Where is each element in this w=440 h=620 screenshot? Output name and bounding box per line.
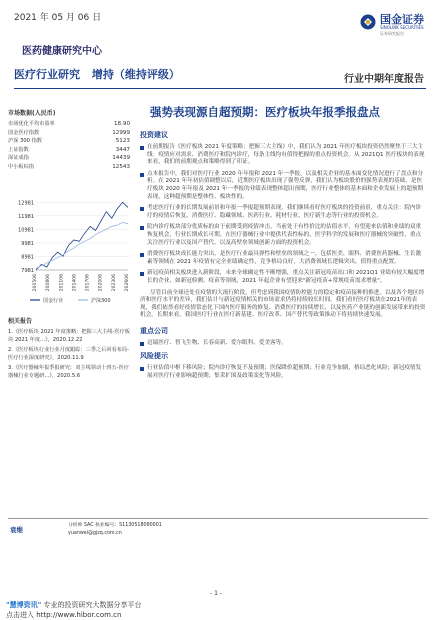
logo-slogan: 证券研究报告 xyxy=(380,31,404,36)
bullet-item xyxy=(140,205,426,220)
report-title: 强势表现源自超预期：医疗板块年报季报盘点 xyxy=(150,105,380,119)
summary-paragraph: 尽管目前全球还处在疫情的大流行阶段，但考虑到我国疫情防控能力的稳定和疫苗接种的推进，以及各个地区经济和医疗水平的差异，我们估计与新冠疫情相关的市场需求仍将持续较长时间。我们看好医疗板块在2021年的表现，我们依然看好疫情常态化下国内医疗服务的修复、消费医疗的持续增长、以及医药产业链的创新发展带来的投资机会。长期来看，我国医疗行业在医疗新基建、医疗改革、国产替代等政策推动下将持续快速发展。 xyxy=(140,289,426,319)
bullet-square-icon xyxy=(140,146,144,150)
bullet-item xyxy=(140,365,426,380)
bullet-item xyxy=(140,224,426,247)
market-data-row xyxy=(8,163,130,172)
bullet-square-icon xyxy=(140,207,144,211)
bullet-square-icon xyxy=(140,226,144,230)
bullet-square-icon xyxy=(140,367,144,371)
section-invest-heading: 投资建议 xyxy=(140,131,168,139)
market-data-value: 12543 xyxy=(112,163,130,170)
market-data-label: 深证成指 xyxy=(8,155,29,161)
series-line xyxy=(36,202,128,270)
key-companies-text: 迈瑞医疗、智飞生物、长春高新、爱尔眼科、爱美客等。 xyxy=(147,339,287,346)
analyst-line: 分析师 SAC 执业编号：S1130518080001 xyxy=(68,523,162,528)
bullet-text: 考虑医疗行业的长期发展前景和年报一季报超预期表现，我们继续看好医疗板块的投资前景，重点关注：院内诊疗的疫情后恢复、消费医疗、隐藏领域、医药行业、耗材行业、医疗新生态等行业的投资机会。 xyxy=(147,205,422,219)
x-tick-label: 201406 xyxy=(72,274,78,292)
footer-link[interactable]: 点击进入 http://www.hibor.com.cn xyxy=(6,611,122,619)
footer-brand-line xyxy=(6,600,142,610)
logo-name: 国金证券 xyxy=(380,13,424,26)
bullet-text: 新冠疫苗相关板块进入新阶段，未来全球确定性不断增强，重点关注新冠疫苗出口和 2021Q1 业绩有较大幅度增长的企业，如新冠检测、疫苗等领域，2021 年起企业有望迎来"新冠疫苗+常规疫苗需求增量"。 xyxy=(147,270,425,284)
market-data-label: 上证指数 xyxy=(8,146,29,153)
market-data-value: 14439 xyxy=(112,155,130,161)
analyst-line: yuanwei@gjzq.com.cn xyxy=(68,530,122,536)
section-risks-heading: 风险提示 xyxy=(140,352,168,361)
bullet-square-icon xyxy=(140,342,144,346)
legend-label: 沪深300 xyxy=(91,298,111,304)
related-list xyxy=(8,328,132,380)
related-report-item[interactable]: 2.《医疗板块行业行业月度跟踪：三季之后回看布局-医疗行业深度研究》，2020.11.9 xyxy=(8,347,129,361)
y-tick-label: 12981 xyxy=(18,200,34,207)
market-data-row xyxy=(8,129,130,138)
analyst-name: 袁维 xyxy=(10,526,23,534)
market-data-value: 18.90 xyxy=(113,121,130,127)
market-data-label: 中小板综指 xyxy=(8,163,34,170)
bullet-square-icon xyxy=(140,272,144,276)
industry-label: 医疗行业研究 xyxy=(14,68,80,81)
market-data-label: 沪深 300 指数 xyxy=(8,138,42,144)
sinolink-logo-icon xyxy=(360,14,376,30)
bullet-item xyxy=(140,251,426,266)
research-center: 医药健康研究中心 xyxy=(22,46,102,57)
related-heading: 相关报告 xyxy=(8,318,33,325)
bullet-item xyxy=(140,270,426,285)
market-data-value: 3447 xyxy=(115,146,130,153)
x-tick-label: 202306 xyxy=(111,274,117,292)
market-data-row xyxy=(8,146,130,155)
x-tick-label: 202606 xyxy=(125,274,130,292)
market-data-label: 市场优化平均市盈率 xyxy=(8,121,55,127)
bullet-text: 消费医疗板块成长能力突出，是医疗行业最具弹性和壁垒的领域之一，包括医美、眼科、消费医药器械、生长激素等领域在 2021 年疫情有完全业绩确定性，竞争格局良好，大消费领域长逻辑突出，值得重点配置。 xyxy=(147,251,422,265)
y-tick-label: 10981 xyxy=(18,227,34,234)
bullet-item xyxy=(140,171,426,201)
market-data-row xyxy=(8,154,130,163)
y-tick-label: 9981 xyxy=(21,240,34,247)
main-content xyxy=(140,128,426,385)
related-report-item[interactable]: 1.《医疗板块 2021 年度策略：把握三大主线-医疗板块 2021 年度...》，2020.12.22 xyxy=(8,329,130,343)
report-type: 行业中期年度报告 xyxy=(344,74,424,85)
bullet-text: 行业估值中枢下移风险；院内诊疗恢复不及预期；医保降价超预期；行业竞争加剧，格局恶化风险；新冠疫情发展对医疗行业影响超预期；集采扩围及政策变化等风险。 xyxy=(147,365,422,380)
invest-bullets xyxy=(140,144,426,286)
market-data-row xyxy=(8,137,130,146)
risk-list xyxy=(140,365,426,380)
bullet-text: 点本报告中，我们对医疗行业 2020 年年报和 2021 年一季报，以及相关企业的基本面变化情况进行了盘点和分析。在 2021 年年初估值调整以后，近期医疗板块出现了强势反弹，我们认为板块股价的强势表现的基础，是医疗板块 2020 年年报及 2021 年一季报的业绩表现整体超出预期，医疗行业整体的基本面和企业发展上的超预期表现，这种超预期是整体性、板块性的。 xyxy=(147,170,424,200)
header-divider xyxy=(14,88,426,89)
logo xyxy=(360,14,424,37)
bullet-square-icon xyxy=(140,173,144,177)
x-tick-label: 200806 xyxy=(46,274,52,292)
analyst-block xyxy=(8,518,428,537)
y-tick-label: 7981 xyxy=(21,268,34,274)
legend-label: 国金行业 xyxy=(43,298,64,304)
related-reports xyxy=(8,316,132,382)
x-tick-label: 200506 xyxy=(33,274,38,292)
market-data-value: 5123 xyxy=(115,138,130,144)
bullet-text: 在前期报告《医疗板块 2021 年度策略：把握三大主线》中，我们认为 2021 年医疗板块投资仍然聚焦于三大主线：疫情应对需求、消费医疗和院内诊疗，每条主线均有值得把握的重点投资机会。从 2021Q1 医疗板块的表现来看，我们的前期观点和策略得到了印证。 xyxy=(147,144,425,166)
report-date: 2021 年 05 月 06 日 xyxy=(14,13,102,23)
x-tick-label: 201106 xyxy=(59,274,65,292)
x-tick-label: 201706 xyxy=(85,274,91,292)
bullet-text: 院内诊疗板块部分优质标的由于前期受到疫情冲击，当前处于有性价比的估值水平，有望迎来估值和业绩的双重恢复机会，行业长期成长可期。在医疗器械行业中提供代表性标的，医学科学的发展和医疗器械的突破性，重点关注医疗行业以及国产替代、以及高壁垒领域创新方面的投资机会。 xyxy=(147,224,422,246)
market-data-row xyxy=(8,120,130,129)
rating-line xyxy=(14,66,180,82)
section-key-companies-heading: 重点公司 xyxy=(140,326,168,335)
key-companies xyxy=(140,340,426,348)
market-data-heading: 市场数据(人民币) xyxy=(8,110,56,117)
page-number: - 1 - xyxy=(210,590,222,597)
footer-brand: "慧博资讯" xyxy=(6,601,42,609)
bullet-item xyxy=(140,144,426,167)
index-line-chart xyxy=(10,192,132,308)
related-report-item[interactable]: 3.《医疗器械年报季报研究：双主线领动十四五-医疗器械行业专题研...》，2020.5.6 xyxy=(8,365,129,379)
market-data-panel xyxy=(8,108,130,171)
market-data-rows xyxy=(8,120,130,171)
footer-text: 专业的投资研究大数据分享平台 xyxy=(43,601,142,609)
market-data-value: 12999 xyxy=(112,129,130,136)
rating-label: 增持（维持评级） xyxy=(91,68,180,81)
market-data-label: 国金医疗指数 xyxy=(8,129,40,136)
logo-english: SINOLINK SECURITIES xyxy=(380,25,424,30)
y-tick-label: 11981 xyxy=(18,213,34,220)
bullet-square-icon xyxy=(140,253,144,257)
x-tick-label: 202006 xyxy=(98,274,104,292)
y-tick-label: 8981 xyxy=(21,254,34,261)
